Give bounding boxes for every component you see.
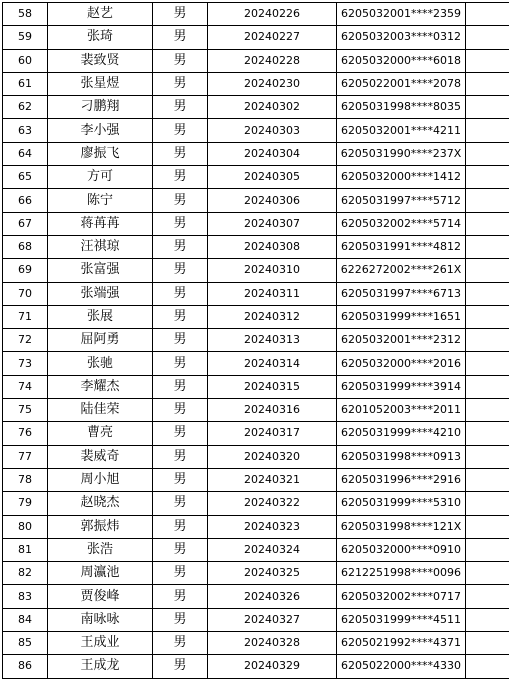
date-number-cell: 20240307 (208, 212, 337, 235)
date-number-cell: 20240228 (208, 49, 337, 72)
gender-cell: 男 (153, 422, 208, 445)
gender-cell: 男 (153, 399, 208, 422)
id-number-cell: 6205032001****2312 (337, 329, 466, 352)
blank-cell (466, 468, 509, 491)
blank-cell (466, 655, 509, 678)
name-cell: 曹亮 (48, 422, 153, 445)
id-number-cell: 6205032000****1412 (337, 166, 466, 189)
name-cell: 裴威奇 (48, 445, 153, 468)
table-row (3, 49, 509, 72)
table-row (3, 26, 509, 49)
blank-cell (466, 305, 509, 328)
id-number-cell: 6205031997****6713 (337, 282, 466, 305)
id-number-cell: 6205031997****5712 (337, 189, 466, 212)
row-number-cell: 68 (3, 235, 48, 258)
table-row (3, 375, 509, 398)
id-number-cell: 6205022001****2078 (337, 72, 466, 95)
id-number-cell: 6212251998****0096 (337, 562, 466, 585)
row-number-cell: 69 (3, 259, 48, 282)
blank-cell (466, 142, 509, 165)
gender-cell: 男 (153, 375, 208, 398)
row-number-cell: 75 (3, 399, 48, 422)
gender-cell: 男 (153, 212, 208, 235)
name-cell: 陆佳荣 (48, 399, 153, 422)
date-number-cell: 20240302 (208, 96, 337, 119)
date-number-cell: 20240230 (208, 72, 337, 95)
date-number-cell: 20240324 (208, 538, 337, 561)
name-cell: 张驰 (48, 352, 153, 375)
gender-cell: 男 (153, 515, 208, 538)
row-number-cell: 65 (3, 166, 48, 189)
row-number-cell: 85 (3, 632, 48, 655)
table-row (3, 329, 509, 352)
row-number-cell: 79 (3, 492, 48, 515)
table-row (3, 468, 509, 491)
roster-table (2, 2, 509, 679)
id-number-cell: 6205032002****5714 (337, 212, 466, 235)
gender-cell: 男 (153, 142, 208, 165)
blank-cell (466, 72, 509, 95)
table-row (3, 632, 509, 655)
name-cell: 蒋苒苒 (48, 212, 153, 235)
name-cell: 屈阿勇 (48, 329, 153, 352)
gender-cell: 男 (153, 632, 208, 655)
blank-cell (466, 445, 509, 468)
blank-cell (466, 329, 509, 352)
name-cell: 陈宁 (48, 189, 153, 212)
date-number-cell: 20240312 (208, 305, 337, 328)
id-number-cell: 6205031999****5310 (337, 492, 466, 515)
row-number-cell: 62 (3, 96, 48, 119)
row-number-cell: 73 (3, 352, 48, 375)
name-cell: 张富强 (48, 259, 153, 282)
table-row (3, 562, 509, 585)
date-number-cell: 20240303 (208, 119, 337, 142)
date-number-cell: 20240320 (208, 445, 337, 468)
gender-cell: 男 (153, 282, 208, 305)
id-number-cell: 6205032001****2359 (337, 3, 466, 26)
id-number-cell: 6205022000****4330 (337, 655, 466, 678)
blank-cell (466, 166, 509, 189)
table-row (3, 96, 509, 119)
date-number-cell: 20240326 (208, 585, 337, 608)
row-number-cell: 86 (3, 655, 48, 678)
date-number-cell: 20240322 (208, 492, 337, 515)
name-cell: 赵晓杰 (48, 492, 153, 515)
gender-cell: 男 (153, 26, 208, 49)
row-number-cell: 82 (3, 562, 48, 585)
id-number-cell: 6201052003****2011 (337, 399, 466, 422)
date-number-cell: 20240327 (208, 608, 337, 631)
name-cell: 周小旭 (48, 468, 153, 491)
blank-cell (466, 515, 509, 538)
roster-table-body (3, 3, 509, 679)
date-number-cell: 20240227 (208, 26, 337, 49)
table-row (3, 655, 509, 678)
table-row (3, 259, 509, 282)
date-number-cell: 20240313 (208, 329, 337, 352)
row-number-cell: 59 (3, 26, 48, 49)
name-cell: 南咏咏 (48, 608, 153, 631)
table-row (3, 142, 509, 165)
gender-cell: 男 (153, 445, 208, 468)
name-cell: 张星煜 (48, 72, 153, 95)
date-number-cell: 20240321 (208, 468, 337, 491)
name-cell: 张端强 (48, 282, 153, 305)
table-row (3, 305, 509, 328)
id-number-cell: 6205032000****6018 (337, 49, 466, 72)
gender-cell: 男 (153, 655, 208, 678)
blank-cell (466, 352, 509, 375)
blank-cell (466, 26, 509, 49)
id-number-cell: 6205031999****4511 (337, 608, 466, 631)
date-number-cell: 20240329 (208, 655, 337, 678)
table-row (3, 515, 509, 538)
blank-cell (466, 399, 509, 422)
name-cell: 张琦 (48, 26, 153, 49)
blank-cell (466, 608, 509, 631)
table-row (3, 3, 509, 26)
gender-cell: 男 (153, 166, 208, 189)
table-row (3, 538, 509, 561)
gender-cell: 男 (153, 235, 208, 258)
date-number-cell: 20240310 (208, 259, 337, 282)
row-number-cell: 83 (3, 585, 48, 608)
date-number-cell: 20240226 (208, 3, 337, 26)
date-number-cell: 20240306 (208, 189, 337, 212)
date-number-cell: 20240305 (208, 166, 337, 189)
table-row (3, 422, 509, 445)
blank-cell (466, 235, 509, 258)
blank-cell (466, 562, 509, 585)
table-row (3, 492, 509, 515)
name-cell: 廖振飞 (48, 142, 153, 165)
table-row (3, 282, 509, 305)
row-number-cell: 67 (3, 212, 48, 235)
date-number-cell: 20240315 (208, 375, 337, 398)
blank-cell (466, 538, 509, 561)
row-number-cell: 61 (3, 72, 48, 95)
blank-cell (466, 585, 509, 608)
name-cell: 裴致贤 (48, 49, 153, 72)
gender-cell: 男 (153, 329, 208, 352)
row-number-cell: 64 (3, 142, 48, 165)
id-number-cell: 6205031998****121X (337, 515, 466, 538)
name-cell: 王成业 (48, 632, 153, 655)
table-row (3, 585, 509, 608)
id-number-cell: 6205031991****4812 (337, 235, 466, 258)
name-cell: 赵艺 (48, 3, 153, 26)
gender-cell: 男 (153, 119, 208, 142)
row-number-cell: 84 (3, 608, 48, 631)
table-row (3, 72, 509, 95)
blank-cell (466, 632, 509, 655)
row-number-cell: 70 (3, 282, 48, 305)
gender-cell: 男 (153, 352, 208, 375)
table-row (3, 189, 509, 212)
date-number-cell: 20240317 (208, 422, 337, 445)
date-number-cell: 20240314 (208, 352, 337, 375)
id-number-cell: 6205032001****4211 (337, 119, 466, 142)
blank-cell (466, 492, 509, 515)
name-cell: 方可 (48, 166, 153, 189)
blank-cell (466, 119, 509, 142)
gender-cell: 男 (153, 492, 208, 515)
name-cell: 张展 (48, 305, 153, 328)
table-row (3, 608, 509, 631)
table-row (3, 166, 509, 189)
row-number-cell: 58 (3, 3, 48, 26)
date-number-cell: 20240323 (208, 515, 337, 538)
blank-cell (466, 96, 509, 119)
gender-cell: 男 (153, 585, 208, 608)
gender-cell: 男 (153, 96, 208, 119)
table-row (3, 352, 509, 375)
gender-cell: 男 (153, 608, 208, 631)
row-number-cell: 72 (3, 329, 48, 352)
name-cell: 李耀杰 (48, 375, 153, 398)
name-cell: 周瀛池 (48, 562, 153, 585)
blank-cell (466, 49, 509, 72)
gender-cell: 男 (153, 72, 208, 95)
row-number-cell: 66 (3, 189, 48, 212)
date-number-cell: 20240325 (208, 562, 337, 585)
blank-cell (466, 3, 509, 26)
gender-cell: 男 (153, 3, 208, 26)
date-number-cell: 20240328 (208, 632, 337, 655)
blank-cell (466, 189, 509, 212)
blank-cell (466, 422, 509, 445)
gender-cell: 男 (153, 189, 208, 212)
row-number-cell: 76 (3, 422, 48, 445)
id-number-cell: 6205031999****3914 (337, 375, 466, 398)
blank-cell (466, 375, 509, 398)
row-number-cell: 78 (3, 468, 48, 491)
name-cell: 郭振炜 (48, 515, 153, 538)
name-cell: 张浩 (48, 538, 153, 561)
table-row (3, 119, 509, 142)
gender-cell: 男 (153, 49, 208, 72)
date-number-cell: 20240304 (208, 142, 337, 165)
id-number-cell: 6205032002****0717 (337, 585, 466, 608)
id-number-cell: 6205021992****4371 (337, 632, 466, 655)
date-number-cell: 20240308 (208, 235, 337, 258)
id-number-cell: 6205031990****237X (337, 142, 466, 165)
name-cell: 王成龙 (48, 655, 153, 678)
row-number-cell: 74 (3, 375, 48, 398)
blank-cell (466, 212, 509, 235)
id-number-cell: 6205031996****2916 (337, 468, 466, 491)
blank-cell (466, 259, 509, 282)
id-number-cell: 622627200​2****261X (337, 259, 466, 282)
blank-cell (466, 282, 509, 305)
gender-cell: 男 (153, 562, 208, 585)
gender-cell: 男 (153, 305, 208, 328)
table-row (3, 212, 509, 235)
name-cell: 李小强 (48, 119, 153, 142)
table-row (3, 235, 509, 258)
date-number-cell: 20240311 (208, 282, 337, 305)
date-number-cell: 20240316 (208, 399, 337, 422)
id-number-cell: 6205032000****0910 (337, 538, 466, 561)
name-cell: 贾俊峰 (48, 585, 153, 608)
id-number-cell: 6205032000****2016 (337, 352, 466, 375)
row-number-cell: 81 (3, 538, 48, 561)
name-cell: 刁鹏翔 (48, 96, 153, 119)
gender-cell: 男 (153, 468, 208, 491)
table-row (3, 445, 509, 468)
id-number-cell: 6205031998****8035 (337, 96, 466, 119)
table-row (3, 399, 509, 422)
row-number-cell: 80 (3, 515, 48, 538)
row-number-cell: 71 (3, 305, 48, 328)
id-number-cell: 6205032003****0312 (337, 26, 466, 49)
id-number-cell: 6205031999****1651 (337, 305, 466, 328)
row-number-cell: 60 (3, 49, 48, 72)
gender-cell: 男 (153, 538, 208, 561)
id-number-cell: 6205031999****4210 (337, 422, 466, 445)
row-number-cell: 63 (3, 119, 48, 142)
row-number-cell: 77 (3, 445, 48, 468)
gender-cell: 男 (153, 259, 208, 282)
id-number-cell: 6205031998****0913 (337, 445, 466, 468)
name-cell: 汪祺琼 (48, 235, 153, 258)
